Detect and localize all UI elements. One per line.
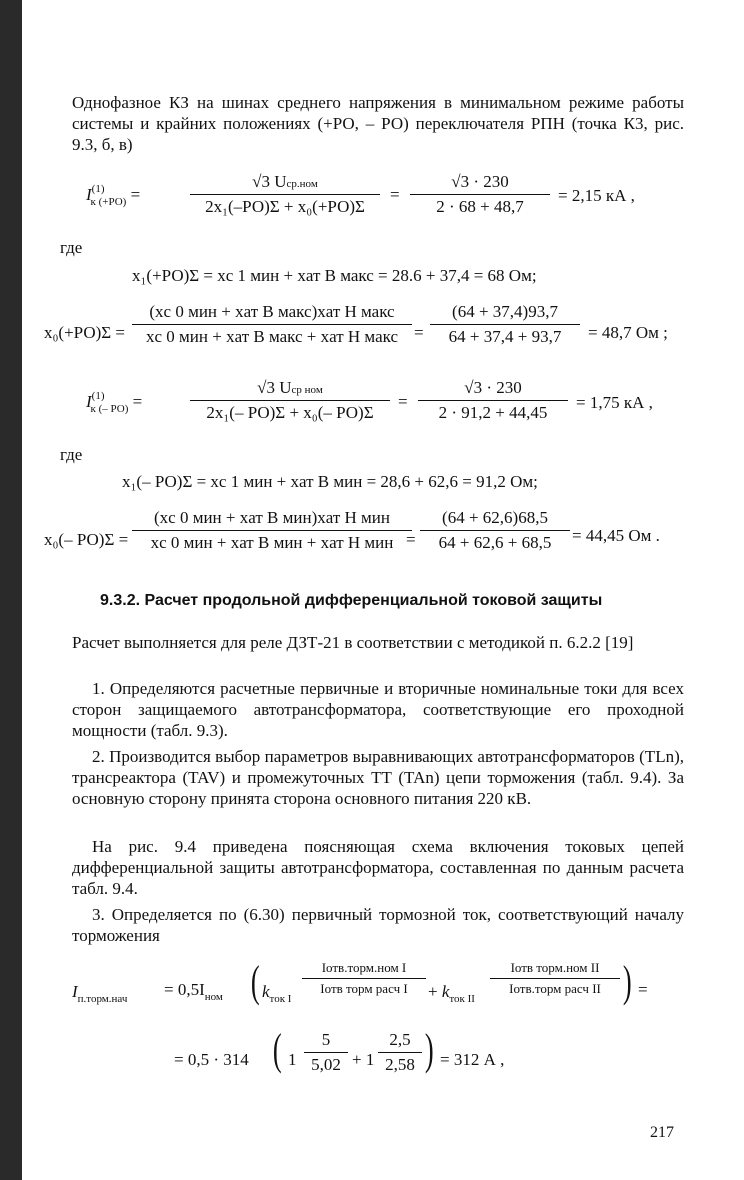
eq8-fraction-1: 5 5,02	[304, 1030, 348, 1075]
where-label-1: где	[60, 238, 83, 257]
eq6-den1: xс 0 мин + xат В мин + xат Н мин	[150, 533, 394, 552]
eq4-fraction-numeric	[418, 378, 568, 423]
eq6-fraction-symbolic	[132, 508, 412, 553]
eq1-num1: √3 U	[252, 172, 287, 191]
eq3-result: = 48,7 Ом ;	[588, 323, 668, 342]
eq8-b: + 1	[352, 1050, 375, 1069]
eq7-k2: + $k_{ток II}$	[428, 982, 475, 1005]
eq3-den1: xс 0 мин + xат В макс + xат Н макс	[146, 327, 398, 346]
eq1-num2: √3 · 230	[451, 172, 509, 191]
book-spine-shadow	[0, 0, 22, 1180]
eq8-a: 1	[288, 1050, 297, 1069]
eq6-den2: 64 + 62,6 + 68,5	[438, 533, 552, 552]
eq8-left-paren: (	[272, 1025, 282, 1074]
eq5: x₁(– РО)Σ = xс 1 мин + xат В мин = 28,6 + 62,6 = 91,2 Ом;	[122, 472, 538, 491]
eq1-den2: 2 · 68 + 48,7	[436, 197, 524, 216]
paragraph-3: 2. Производится выбор параметров выравнивающих автотрансформаторов (TLn), трансреактора (TAV) и промежуточных ТТ (TAn) цепи торможения (табл. 9.4). За основную сторону принята сторона основного питания 220 кВ.	[72, 747, 684, 808]
eq4-den1: 2x₁(– РО)Σ + x₀(– РО)Σ	[206, 403, 374, 422]
eq6-fraction-numeric	[420, 508, 570, 553]
eq1-fraction-symbolic: √3 Uср.ном 2x₁(–РО)Σ + x₀(+РО)Σ	[190, 172, 380, 217]
eq1-lhs: $I^{(1)}_{к (+РО)}$ =	[86, 183, 141, 208]
eq7-mid: = $0,5I_{ном}$	[164, 980, 223, 1003]
section-title: 9.3.2. Расчет продольной дифференциальной токовой защиты	[100, 592, 603, 609]
eq7-equals: =	[638, 980, 648, 999]
eq6-num1: (xс 0 мин + xат В мин)xат Н мин	[154, 508, 390, 527]
eq1-den1: 2x₁(–РО)Σ + x₀(+РО)Σ	[205, 197, 365, 216]
eq6-num2: (64 + 62,6)68,5	[442, 508, 548, 527]
intro-paragraph: Однофазное КЗ на шинах среднего напряжения в минимальном режиме работы системы и крайних положениях (+РО, – РО) переключателя РПН (точка К3, рис. 9.3, б, в)	[72, 93, 684, 154]
eq2: x₁(+РО)Σ = xс 1 мин + xат В макс = 28.6 + 37,4 = 68 Ом;	[132, 266, 537, 285]
eq3-fraction-symbolic	[132, 302, 412, 347]
paragraph-2: 1. Определяются расчетные первичные и вторичные номинальные токи для всех сторон защищаемого автотрансформатора, соответствующие его проходной мощности (табл. 9.3).	[72, 679, 684, 740]
eq4-num2: √3 · 230	[464, 378, 522, 397]
eq7-fraction-1: Iотв.торм.ном I Iотв торм расч I	[302, 960, 426, 997]
eq4-num1: √3 U	[257, 378, 292, 397]
eq6-lhs: x₀(– РО)Σ =	[44, 530, 129, 549]
eq7-k1: $k_{ток I}$	[262, 982, 292, 1005]
eq4-den2: 2 · 91,2 + 44,45	[438, 403, 548, 422]
eq3-fraction-numeric	[430, 302, 580, 347]
eq1-fraction-numeric	[410, 172, 550, 217]
eq1-result: = 2,15 кА ,	[558, 186, 635, 205]
eq3-den2: 64 + 37,4 + 93,7	[448, 327, 562, 346]
eq8-right-paren: )	[424, 1025, 434, 1074]
eq3-num2: (64 + 37,4)93,7	[452, 302, 558, 321]
eq8-fraction-2: 2,5 2,58	[378, 1030, 422, 1075]
eq3-lhs: x₀(+РО)Σ =	[44, 323, 126, 342]
eq3-num1: (xс 0 мин + xат В макс)xат Н макс	[149, 302, 395, 321]
eq4-lhs: $I^{(1)}_{к (- РО)}$ =	[86, 390, 143, 415]
paragraph-5: 3. Определяется по (6.30) первичный тормозной ток, соответствующий началу торможения	[72, 905, 684, 945]
eq7-fraction-2: Iотв торм.ном II Iотв.торм расч II	[490, 960, 620, 997]
paragraph-1: Расчет выполняется для реле ДЗТ-21 в соответствии с методикой п. 6.2.2 [19]	[72, 633, 634, 652]
eq6-result: = 44,45 Ом .	[572, 526, 660, 545]
eq4-result: = 1,75 кА ,	[576, 393, 653, 412]
eq4-fraction-symbolic: √3 Uср ном 2x₁(– РО)Σ + x₀(– РО)Σ	[190, 378, 390, 423]
eq8-lead: = 0,5 · 314	[174, 1050, 249, 1069]
page-number: 217	[650, 1124, 674, 1141]
paragraph-4: На рис. 9.4 приведена поясняющая схема включения токовых цепей дифференциальной защиты автотрансформатора, составленная по данным расчета табл. 9.4.	[72, 837, 684, 898]
eq8-result: = 312 А ,	[440, 1050, 505, 1069]
eq7-right-paren: )	[622, 957, 632, 1006]
eq7-lhs: $I_{п.торм.нач}$	[72, 982, 128, 1005]
where-label-2: где	[60, 445, 83, 464]
eq7-left-paren: (	[250, 957, 260, 1006]
